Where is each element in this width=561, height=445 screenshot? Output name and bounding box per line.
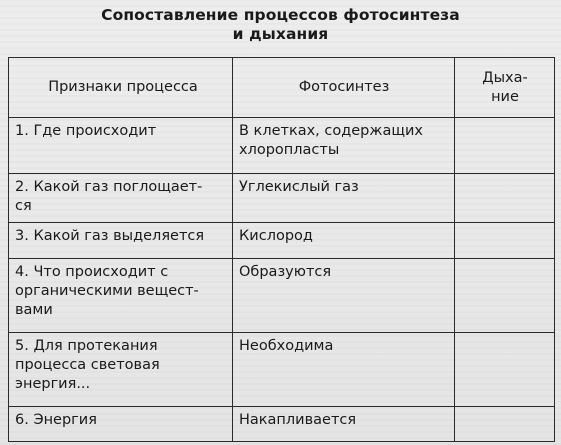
table-title-line-1: Сопоставление процессов фотосинтеза — [101, 6, 460, 24]
respiration-cell — [455, 407, 555, 442]
table-row — [9, 407, 555, 442]
feature-cell: 4. Что происходит с органическими вещест- вами — [9, 259, 233, 333]
table-header-row — [9, 58, 555, 118]
table-row — [9, 223, 555, 259]
feature-cell: 3. Какой газ выделяется — [9, 223, 233, 259]
comparison-table — [8, 57, 555, 442]
table-title — [0, 6, 561, 44]
photosynthesis-cell: Необходима — [233, 333, 455, 407]
table-row — [9, 118, 555, 174]
respiration-cell — [455, 118, 555, 174]
respiration-cell — [455, 259, 555, 333]
table-row — [9, 174, 555, 223]
photosynthesis-cell: В клетках, содержащих хлоропласты — [233, 118, 455, 174]
photosynthesis-cell: Кислород — [233, 223, 455, 259]
table-title-line-2: и дыхания — [232, 25, 329, 43]
respiration-cell — [455, 333, 555, 407]
photosynthesis-cell: Накапливается — [233, 407, 455, 442]
feature-cell: 1. Где происходит — [9, 118, 233, 174]
photosynthesis-cell: Углекислый газ — [233, 174, 455, 223]
header-feature: Признаки процесса — [9, 58, 233, 118]
feature-cell: 6. Энергия — [9, 407, 233, 442]
respiration-cell — [455, 174, 555, 223]
header-photosynthesis: Фотосинтез — [233, 58, 455, 118]
feature-cell: 2. Какой газ поглощает- ся — [9, 174, 233, 223]
table-row — [9, 259, 555, 333]
photosynthesis-cell: Образуются — [233, 259, 455, 333]
header-respiration: Дыха- ние — [455, 58, 555, 118]
respiration-cell — [455, 223, 555, 259]
feature-cell: 5. Для протекания процесса световая энергия... — [9, 333, 233, 407]
table-row — [9, 333, 555, 407]
